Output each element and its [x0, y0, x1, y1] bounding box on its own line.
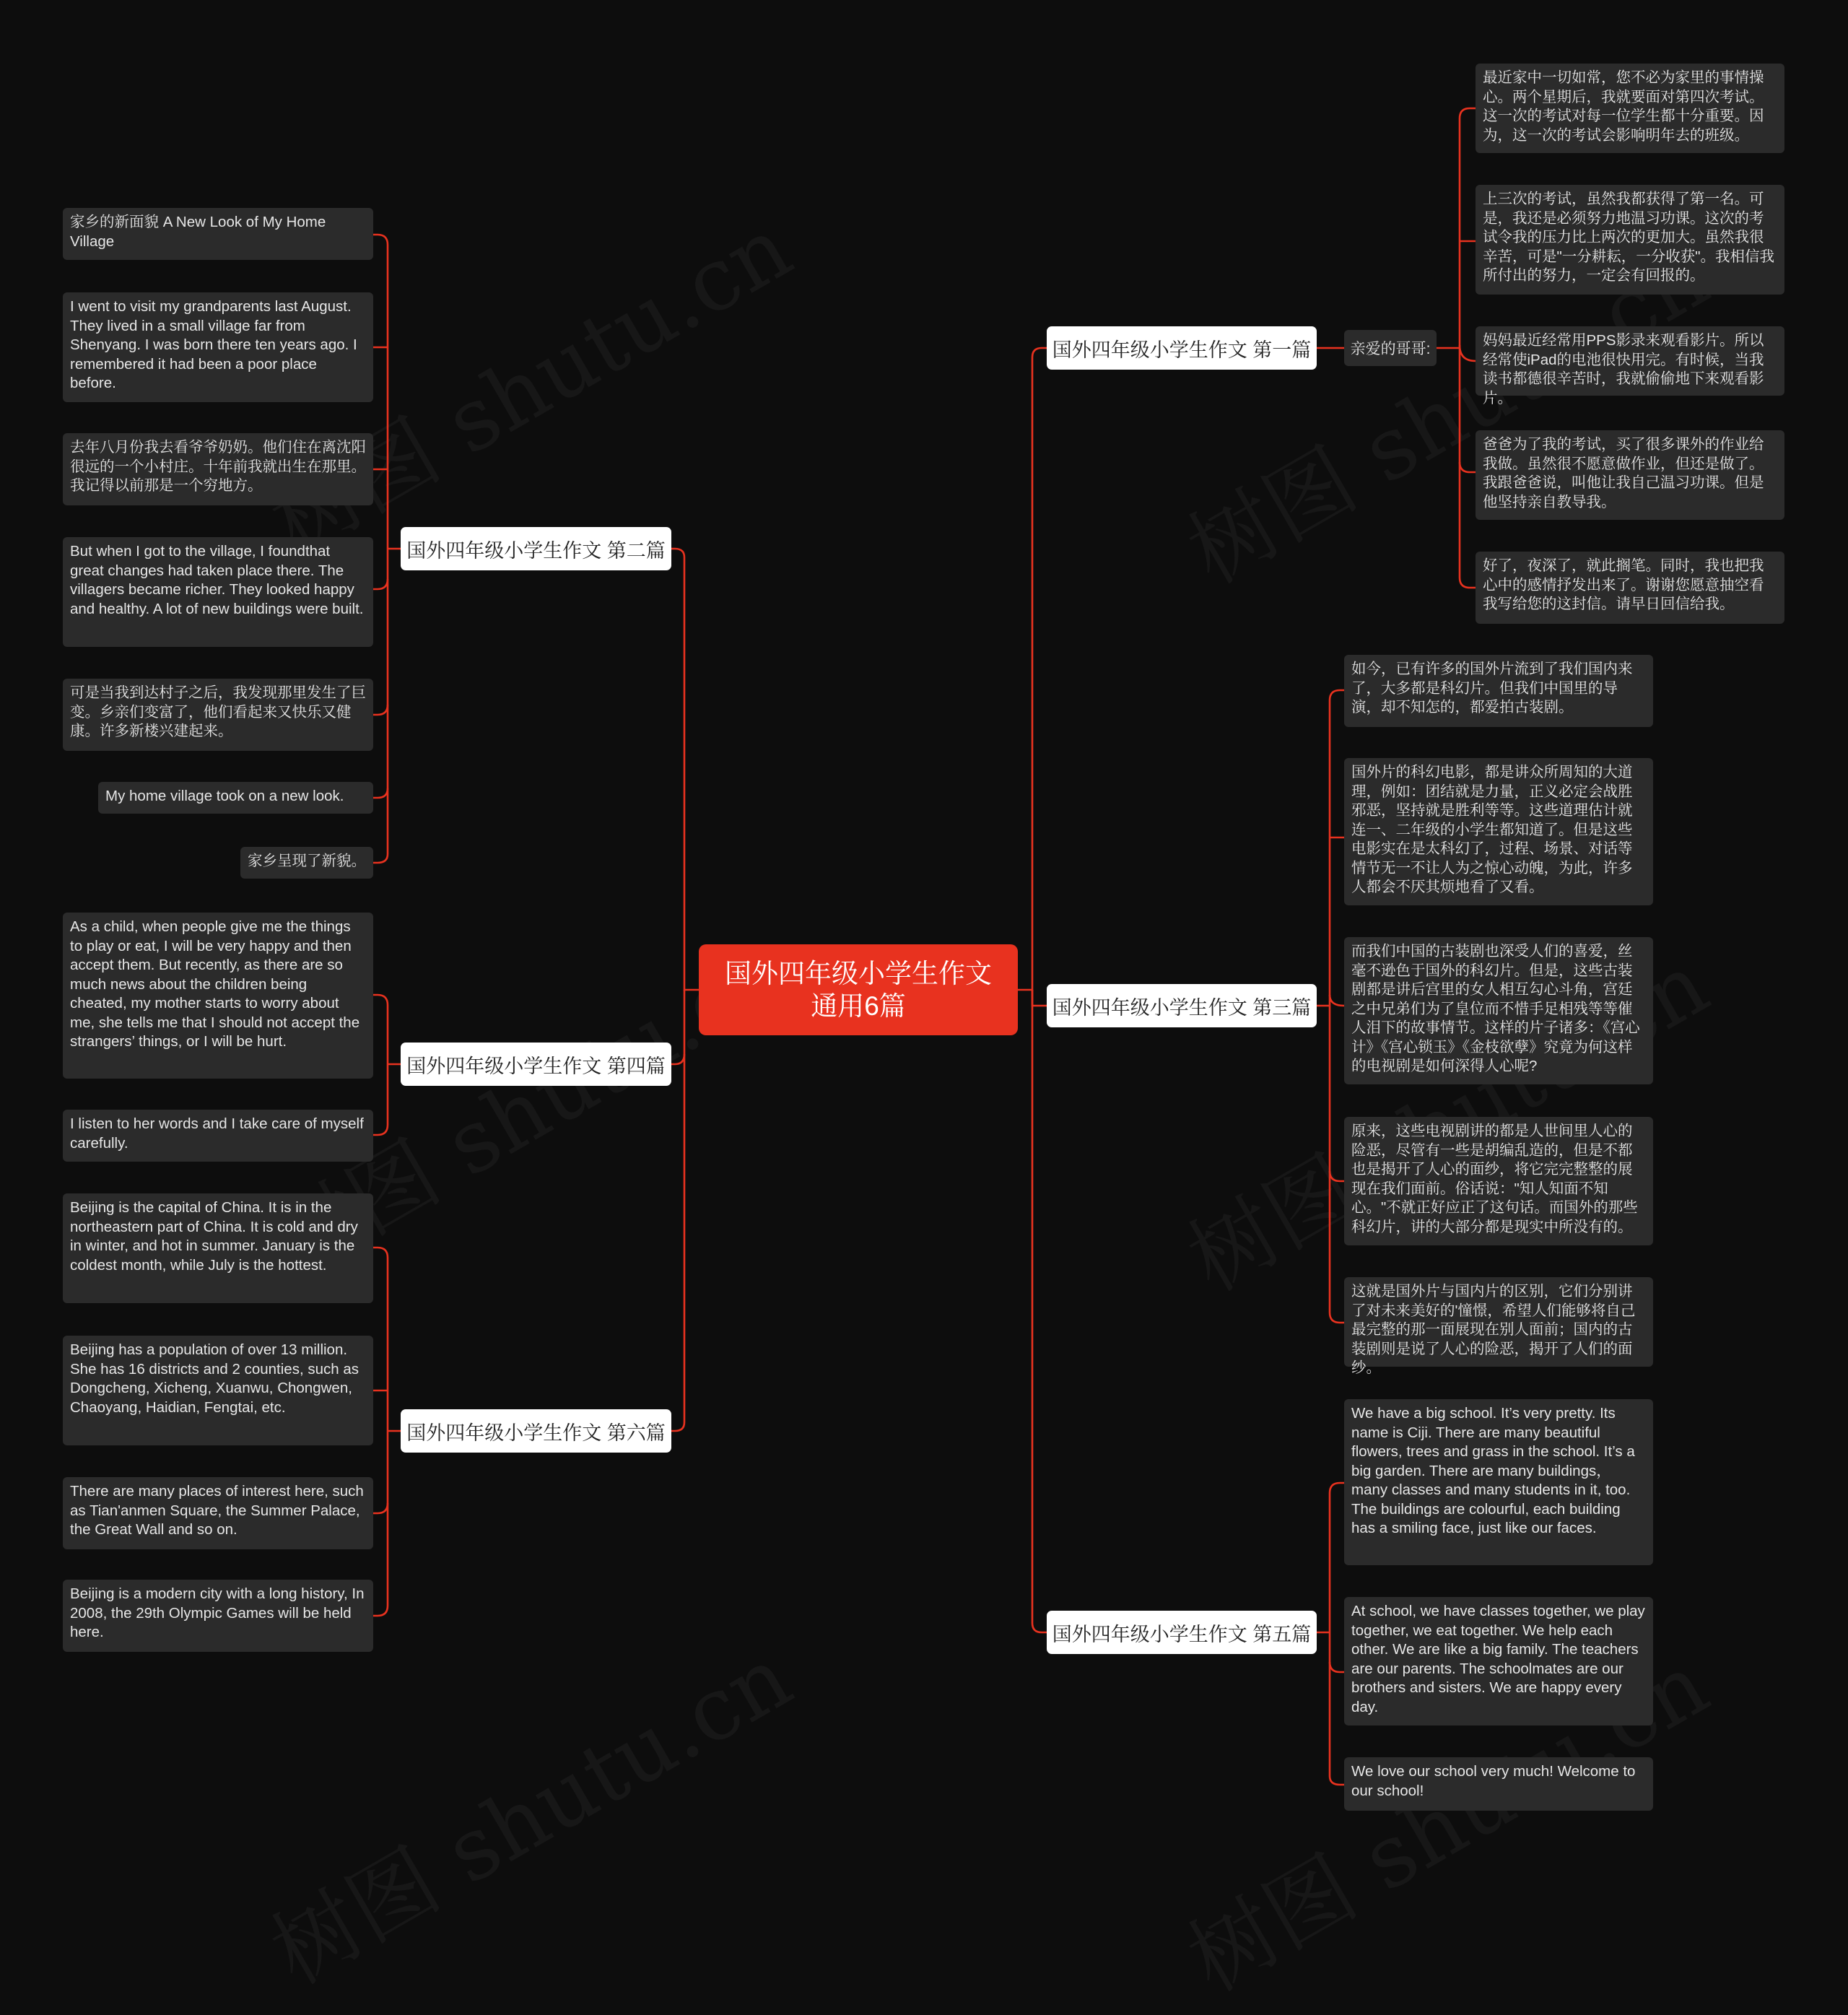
leaf-essay4-para2[interactable]: I listen to her words and I take care of myself carefully.: [63, 1110, 373, 1162]
leaf-essay3-para4[interactable]: 原来，这些电视剧讲的都是人世间里人心的险恶，尽管有一些是胡编乱造的，但是不都也是揭开了人心的面纱，将它完完整整的展现在我们面前。俗话说："知人知面不知心。"不就正好应正了这句话。而国外的那些科幻片，讲的大部分都是现实中所没有的。: [1344, 1117, 1653, 1245]
branch-essay-4[interactable]: 国外四年级小学生作文 第四篇: [401, 1043, 671, 1086]
leaf-essay1-para4[interactable]: 爸爸为了我的考试，买了很多课外的作业给我做。虽然很不愿意做作业，但还是做了。我跟爸爸说，叫他让我自己温习功课。但是他坚持亲自教导我。: [1476, 430, 1784, 520]
central-topic[interactable]: 国外四年级小学生作文通用6篇: [699, 944, 1018, 1035]
leaf-essay1-para1[interactable]: 最近家中一切如常，您不必为家里的事情操心。两个星期后，我就要面对第四次考试。这一次的考试对每一位学生都十分重要。因为，这一次的考试会影响明年去的班级。: [1476, 64, 1784, 153]
leaf-essay2-para4[interactable]: 可是当我到达村子之后，我发现那里发生了巨变。乡亲们变富了，他们看起来又快乐又健康。许多新楼兴建起来。: [63, 679, 373, 751]
leaf-essay6-para4[interactable]: Beijing is a modern city with a long history, In 2008, the 29th Olympic Games will be held here.: [63, 1580, 373, 1652]
branch-essay-1[interactable]: 国外四年级小学生作文 第一篇: [1047, 326, 1317, 370]
leaf-essay3-para5[interactable]: 这就是国外片与国内片的区别，它们分别讲了对未来美好的'憧憬，希望人们能够将自己最完整的那一面展现在别人面前；国内的古装剧则是说了人心的险恶，揭开了人们的面纱。: [1344, 1277, 1653, 1367]
branch-essay-6[interactable]: 国外四年级小学生作文 第六篇: [401, 1409, 671, 1453]
leaf-essay1-para5[interactable]: 好了，夜深了，就此搁笔。同时，我也把我心中的感情抒发出来了。谢谢您愿意抽空看我写给您的这封信。请早日回信给我。: [1476, 552, 1784, 624]
branch-essay-2[interactable]: 国外四年级小学生作文 第二篇: [401, 527, 671, 570]
leaf-essay3-para2[interactable]: 国外片的科幻电影，都是讲众所周知的大道理，例如：团结就是力量，正义必定会战胜邪恶，坚持就是胜利等等。这些道理估计就连一、二年级的小学生都知道了。但是这些电影实在是太科幻了，过程、场景、对话等情节无一不让人为之惊心动魄，为此，许多人都会不厌其烦地看了又看。: [1344, 758, 1653, 905]
greeting-node[interactable]: 亲爱的哥哥:: [1344, 330, 1437, 366]
leaf-essay2-title[interactable]: 家乡的新面貌 A New Look of My Home Village: [63, 208, 373, 260]
leaf-essay3-para3[interactable]: 而我们中国的古装剧也深受人们的喜爱，丝毫不逊色于国外的科幻片。但是，这些古装剧都是讲后宫里的女人相互勾心斗角，宫廷之中兄弟们为了皇位而不惜手足相残等等催人泪下的故事情节。这样的片子诸多：《宫心计》《宫心锁玉》《金枝欲孽》究竟为何这样的电视剧是如何深得人心呢?: [1344, 937, 1653, 1084]
leaf-essay2-para6[interactable]: 家乡呈现了新貌。: [240, 847, 373, 879]
leaf-essay4-para1[interactable]: As a child, when people give me the things to play or eat, I will be very happy and then accept them. But recently, as there are so much news about the children being cheated, my mother starts to worry about me, she tells me that I should not accept the strangers’ things, or I will be hurt.: [63, 913, 373, 1079]
leaf-essay2-para5[interactable]: My home village took on a new look.: [98, 782, 373, 814]
leaf-essay2-para1[interactable]: I went to visit my grandparents last August. They lived in a small village far from Shenyang. I was born there ten years ago. I remembered it had been a poor place before.: [63, 292, 373, 402]
branch-essay-3[interactable]: 国外四年级小学生作文 第三篇: [1047, 984, 1317, 1027]
leaf-essay2-para3[interactable]: But when I got to the village, I foundthat great changes had taken place there. The villagers became richer. They looked happy and healthy. A lot of new buildings were built.: [63, 537, 373, 647]
leaf-essay1-para2[interactable]: 上三次的考试，虽然我都获得了第一名。可是，我还是必须努力地温习功课。这次的考试令我的压力比上两次的更加大。虽然我很辛苦，可是"一分耕耘，一分收获"。我相信我所付出的努力，一定会有回报的。: [1476, 185, 1784, 295]
leaf-essay6-para2[interactable]: Beijing has a population of over 13 million. She has 16 districts and 2 counties, such as Dongcheng, Xicheng, Xuanwu, Chongwen, Chaoyang, Haidian, Fengtai, etc.: [63, 1336, 373, 1445]
leaf-essay3-para1[interactable]: 如今，已有许多的国外片流到了我们国内来了，大多都是科幻片。但我们中国里的导演，却不知怎的，都爱拍古装剧。: [1344, 655, 1653, 727]
leaf-essay5-para1[interactable]: We have a big school. It’s very pretty. Its name is Ciji. There are many beautiful flowers, trees and grass in the school. It’s a big garden. There are many buildings，many classes and many students in it, too. The buildings are colourful, each building has a smiling face, just like our faces.: [1344, 1399, 1653, 1565]
leaf-essay2-para2[interactable]: 去年八月份我去看爷爷奶奶。他们住在离沈阳很远的一个小村庄。十年前我就出生在那里。我记得以前那是一个穷地方。: [63, 433, 373, 505]
leaf-essay1-para3[interactable]: 妈妈最近经常用PPS影录来观看影片。所以经常使iPad的电池很快用完。有时候，当我读书都德很辛苦时，我就偷偷地下来观看影片。: [1476, 326, 1784, 396]
branch-essay-5[interactable]: 国外四年级小学生作文 第五篇: [1047, 1611, 1317, 1654]
leaf-essay5-para3[interactable]: We love our school very much! Welcome to our school!: [1344, 1757, 1653, 1811]
leaf-essay6-para1[interactable]: Beijing is the capital of China. It is in the northeastern part of China. It is cold and dry in winter, and hot in summer. January is the coldest month, while July is the hottest.: [63, 1193, 373, 1303]
leaf-essay5-para2[interactable]: At school, we have classes together, we play together, we eat together. We help each other. We are like a big family. The teachers are our parents. The schoolmates are our brothers and sisters. We are happy every day.: [1344, 1597, 1653, 1725]
leaf-essay6-para3[interactable]: There are many places of interest here, such as Tian'anmen Square, the Summer Palace, the Great Wall and so on.: [63, 1477, 373, 1549]
